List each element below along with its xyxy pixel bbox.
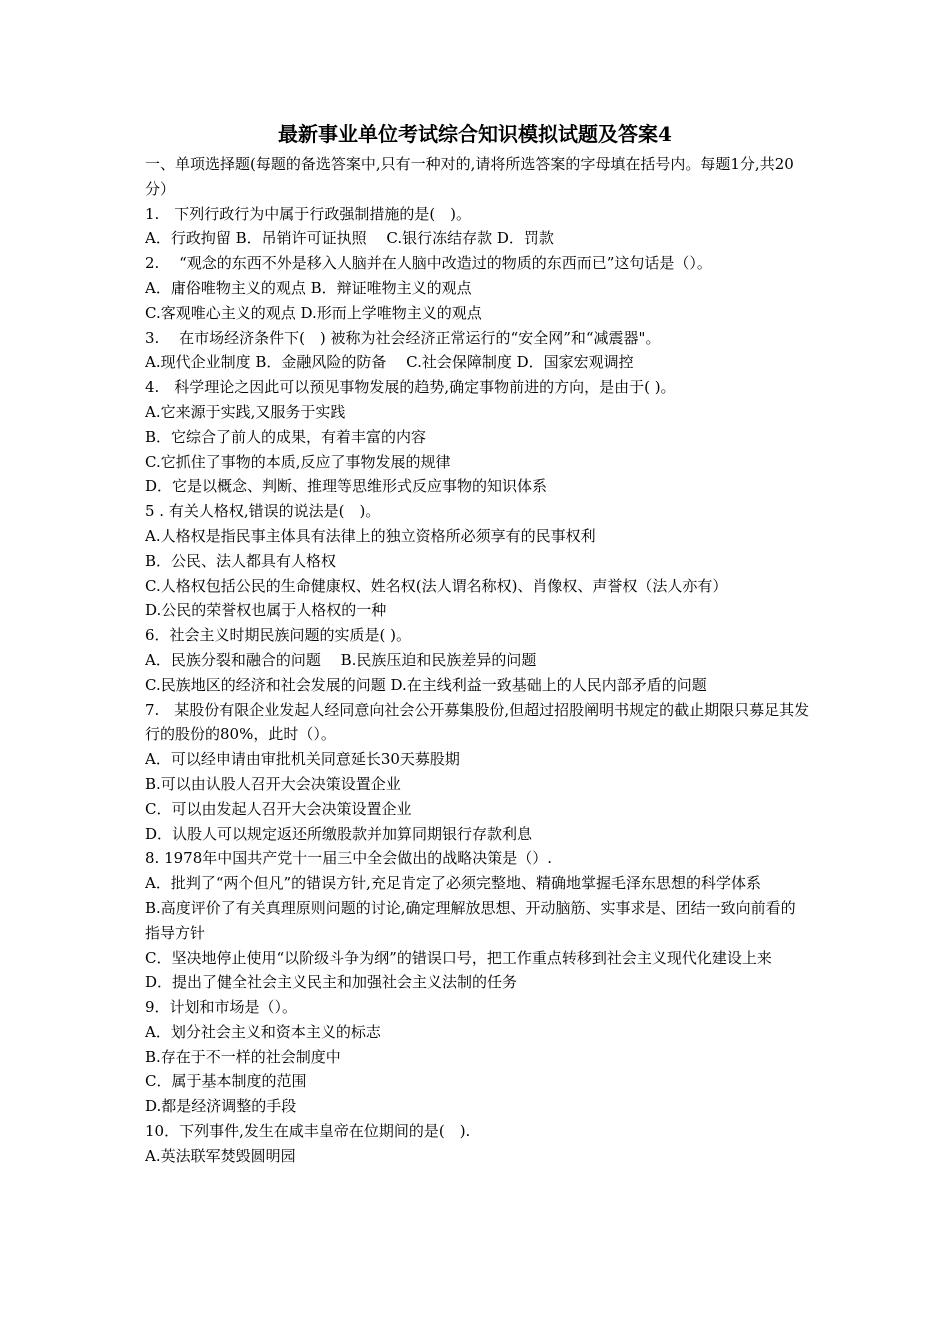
text-line: 3. 在市场经济条件下( ) 被称为社会经济正常运行的“安全网”和“减震器"。 <box>145 328 661 347</box>
text-line: D．提出了健全社会主义民主和加强社会主义法制的任务 <box>145 973 518 992</box>
text-line: D.都是经济调整的手段 <box>145 1097 297 1116</box>
text-line: D.公民的荣誉权也属于人格权的一种 <box>145 601 387 620</box>
text-line: A.现代企业制度 B．金融风险的防备 C.社会保障制度 D．国家宏观调控 <box>145 353 634 372</box>
document-title: 最新事业单位考试综合知识模拟试题及答案4 <box>278 122 672 146</box>
text-line: A．划分社会主义和资本主义的标志 <box>145 1022 381 1041</box>
text-line: D．它是以概念、判断、推理等思维形式反应事物的知识体系 <box>145 477 548 496</box>
document-body <box>145 152 810 1169</box>
text-line: C.人格权包括公民的生命健康权、姓名权(法人谓名称权)、肖像权、声誉权（法人亦有） <box>145 576 728 595</box>
text-line: 5 . 有关人格权,错误的说法是( )。 <box>145 502 381 521</box>
text-line: B.可以由认股人召开大会决策设置企业 <box>145 774 401 793</box>
text-line: 9．计划和市场是（）。 <box>145 998 298 1017</box>
text-line: 8. 1978年中国共产党十一届三中全会做出的战略决策是（）. <box>145 849 553 868</box>
text-line: C.它抓住了事物的本质,反应了事物发展的规律 <box>145 452 451 471</box>
text-line: C.民族地区的经济和社会发展的问题 D.在主线利益一致基础上的人民内部矛盾的问题 <box>145 675 707 694</box>
text-line: B.高度评价了有关真理原则问题的讨论,确定理解放思想、开动脑筋、实事求是、团结一致向前看的指导方针 <box>145 898 796 942</box>
text-line: 2. “观念的东西不外是移入人脑并在人脑中改造过的物质的东西而已”这句话是（）。 <box>145 254 712 273</box>
text-line: 1. 下列行政行为中属于行政强制措施的是( )。 <box>145 204 472 223</box>
text-line: C．可以由发起人召开大会决策设置企业 <box>145 799 412 818</box>
text-line: A.它来源于实践,又服务于实践 <box>145 402 346 421</box>
text-line: A．批判了“两个但凡”的错误方针,充足肯定了必须完整地、精确地掌握毛泽东思想的科学体系 <box>145 874 761 893</box>
text-line: B．它综合了前人的成果，有着丰富的内容 <box>145 427 427 446</box>
text-line: 4. 科学理论之因此可以预见事物发展的趋势,确定事物前进的方向，是由于( )。 <box>145 378 676 397</box>
text-line: C．坚决地停止使用“以阶级斗争为纲”的错误口号，把工作重点转移到社会主义现代化建设上来 <box>145 948 772 967</box>
text-line: B．公民、法人都具有人格权 <box>145 551 337 570</box>
text-line: 6．社会主义时期民族问题的实质是( )。 <box>145 626 412 645</box>
text-line: A．民族分裂和融合的问题 B.民族压迫和民族差异的问题 <box>145 650 537 669</box>
text-line: C.客观唯心主义的观点 D.形而上学唯物主义的观点 <box>145 303 482 322</box>
text-line: 10．下列事件,发生在咸丰皇帝在位期间的是( ). <box>145 1122 471 1141</box>
text-line: A.英法联军焚毁圆明园 <box>145 1146 296 1165</box>
text-line: A.人格权是指民事主体具有法律上的独立资格所必须享有的民事权利 <box>145 526 596 545</box>
text-line: C．属于基本制度的范围 <box>145 1072 307 1091</box>
text-line: 一、单项选择题(每题的备选答案中,只有一种对的,请将所选答案的字母填在括号内。每题1分,共20分） <box>145 155 794 198</box>
text-line: A．庸俗唯物主义的观点 B．辩证唯物主义的观点 <box>145 278 472 297</box>
text-line: A．行政拘留 B．吊销许可证执照 C.银行冻结存款 D．罚款 <box>145 229 554 248</box>
text-line: B.存在于不一样的社会制度中 <box>145 1047 341 1066</box>
text-line: A．可以经申请由审批机关同意延长30天募股期 <box>145 750 460 769</box>
text-line: 7. 某股份有限企业发起人经同意向社会公开募集股份,但超过招股阐明书规定的截止期限只募足其发行的股份的80%，此时（）。 <box>145 700 810 744</box>
text-line: D．认股人可以规定返还所缴股款并加算同期银行存款利息 <box>145 824 533 843</box>
